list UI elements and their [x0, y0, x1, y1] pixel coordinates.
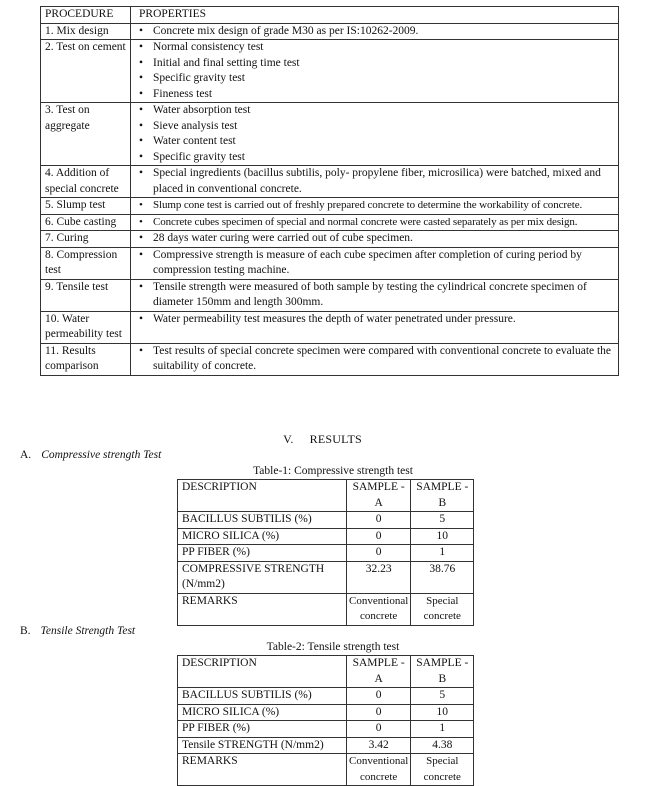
properties-cell: [131, 231, 619, 248]
list-item: • Sieve analysis test: [139, 119, 616, 135]
list-item: • Concrete mix design of grade M30 as per IS:10262-2009.: [139, 24, 616, 40]
table-row: [178, 528, 474, 545]
description-cell: BACILLUS SUBTILIS (%): [178, 512, 347, 529]
header-sample-b: SAMPLE - B: [411, 656, 474, 688]
description-cell: REMARKS: [178, 593, 347, 625]
properties-cell: [131, 279, 619, 311]
sample-b-cell: Special concrete: [411, 593, 474, 625]
description-cell: PP FIBER (%): [178, 545, 347, 562]
procedure-cell: 3. Test on aggregate: [41, 103, 131, 166]
tensile-strength-table: [177, 655, 474, 786]
table-row: [41, 103, 619, 166]
table-row: [178, 688, 474, 705]
list-item: • Special ingredients (bacillus subtilis, poly- propylene fiber, microsilica) were batched, mixed and placed in conventional concrete.: [139, 166, 616, 197]
compressive-strength-table: [177, 479, 474, 626]
sample-b-cell: 38.76: [411, 561, 474, 593]
table-row: [178, 512, 474, 529]
header-properties: PROPERTIES: [131, 7, 619, 24]
description-cell: Tensile STRENGTH (N/mm2): [178, 737, 347, 754]
table-header-row: [178, 656, 474, 688]
sample-b-cell: 5: [411, 512, 474, 529]
section-title: RESULTS: [309, 432, 362, 446]
properties-cell: [131, 198, 619, 215]
list-item: • Initial and final setting time test: [139, 56, 616, 72]
sample-a-cell: 0: [347, 704, 411, 721]
properties-cell: [131, 343, 619, 375]
table-row: [41, 343, 619, 375]
header-sample-a: SAMPLE - A: [347, 656, 411, 688]
sample-a-cell: 32.23: [347, 561, 411, 593]
properties-cell: [131, 166, 619, 198]
list-item: • Water content test: [139, 134, 616, 150]
procedure-cell: 2. Test on cement: [41, 40, 131, 103]
table-row: [178, 545, 474, 562]
subsection-b-heading: [20, 624, 135, 640]
properties-cell: [131, 103, 619, 166]
header-description: DESCRIPTION: [178, 480, 347, 512]
subsection-title: Tensile Strength Test: [40, 625, 136, 637]
sample-b-cell: Special concrete: [411, 754, 474, 786]
sample-a-cell: Conventional concrete: [347, 754, 411, 786]
properties-cell: [131, 23, 619, 40]
table-row: [41, 247, 619, 279]
table-row: [41, 231, 619, 248]
sample-a-cell: 0: [347, 528, 411, 545]
subsection-a-heading: [20, 448, 161, 464]
sample-b-cell: 4.38: [411, 737, 474, 754]
properties-cell: [131, 247, 619, 279]
header-description: DESCRIPTION: [178, 656, 347, 688]
procedure-cell: 1. Mix design: [41, 23, 131, 40]
procedure-cell: 10. Water permeability test: [41, 311, 131, 343]
list-item: • Specific gravity test: [139, 150, 616, 166]
table-row: [41, 198, 619, 215]
list-item: • Water absorption test: [139, 103, 616, 119]
procedure-cell: 7. Curing: [41, 231, 131, 248]
subsection-letter: B.: [20, 625, 31, 637]
list-item: • Fineness test: [139, 87, 616, 103]
table1-caption: Table-1: Compressive strength test: [253, 465, 413, 477]
properties-cell: [131, 40, 619, 103]
table-row: [41, 166, 619, 198]
sample-a-cell: Conventional concrete: [347, 593, 411, 625]
list-item: • Normal consistency test: [139, 40, 616, 56]
procedure-cell: 9. Tensile test: [41, 279, 131, 311]
description-cell: BACILLUS SUBTILIS (%): [178, 688, 347, 705]
header-sample-a: SAMPLE - A: [347, 480, 411, 512]
header-sample-b: SAMPLE - B: [411, 480, 474, 512]
sample-b-cell: 1: [411, 545, 474, 562]
list-item: • Compressive strength is measure of each cube specimen after completion of curing period by compression testing machine.: [139, 248, 616, 279]
subsection-letter: A.: [20, 449, 32, 461]
list-item: • 28 days water curing were carried out of cube specimen.: [139, 231, 616, 247]
properties-cell: [131, 311, 619, 343]
procedure-cell: 11. Results comparison: [41, 343, 131, 375]
list-item: • Water permeability test measures the depth of water penetrated under pressure.: [139, 312, 616, 328]
procedure-cell: 4. Addition of special concrete: [41, 166, 131, 198]
table2-caption: Table-2: Tensile strength test: [266, 641, 400, 653]
sample-b-cell: 1: [411, 721, 474, 738]
procedure-table: [40, 6, 619, 376]
description-cell: MICRO SILICA (%): [178, 704, 347, 721]
properties-cell: [131, 214, 619, 231]
sample-a-cell: 0: [347, 688, 411, 705]
sample-a-cell: 0: [347, 721, 411, 738]
table-row: [178, 561, 474, 593]
list-item: • Slump cone test is carried out of freshly prepared concrete to determine the workability of concrete.: [139, 198, 616, 214]
sample-b-cell: 10: [411, 704, 474, 721]
subsection-title: Compressive strength Test: [41, 449, 162, 461]
description-cell: COMPRESSIVE STRENGTH (N/mm2): [178, 561, 347, 593]
list-item: • Concrete cubes specimen of special and normal concrete were casted separately as per mix design.: [139, 215, 616, 231]
table-row: [178, 721, 474, 738]
table-row: [41, 23, 619, 40]
table-row: [178, 754, 474, 786]
table-row: [41, 311, 619, 343]
procedure-cell: 5. Slump test: [41, 198, 131, 215]
table-row: [41, 214, 619, 231]
list-item: • Specific gravity test: [139, 71, 616, 87]
sample-a-cell: 0: [347, 545, 411, 562]
table-row: [41, 279, 619, 311]
header-procedure: PROCEDURE: [41, 7, 131, 24]
table-row: [178, 704, 474, 721]
table-row: [178, 593, 474, 625]
sample-a-cell: 0: [347, 512, 411, 529]
description-cell: PP FIBER (%): [178, 721, 347, 738]
table-header-row: [178, 480, 474, 512]
table-row: [41, 40, 619, 103]
procedure-cell: 6. Cube casting: [41, 214, 131, 231]
section-number: V.: [283, 432, 294, 446]
description-cell: MICRO SILICA (%): [178, 528, 347, 545]
list-item: • Test results of special concrete specimen were compared with conventional concrete to evaluate the suitability of concrete.: [139, 344, 616, 375]
procedure-cell: 8. Compression test: [41, 247, 131, 279]
table-header-row: [41, 7, 619, 24]
list-item: • Tensile strength were measured of both sample by testing the cylindrical concrete specimen of diameter 150mm and length 300mm.: [139, 280, 616, 311]
sample-a-cell: 3.42: [347, 737, 411, 754]
section-heading: [0, 432, 645, 448]
description-cell: REMARKS: [178, 754, 347, 786]
table-row: [178, 737, 474, 754]
sample-b-cell: 5: [411, 688, 474, 705]
sample-b-cell: 10: [411, 528, 474, 545]
